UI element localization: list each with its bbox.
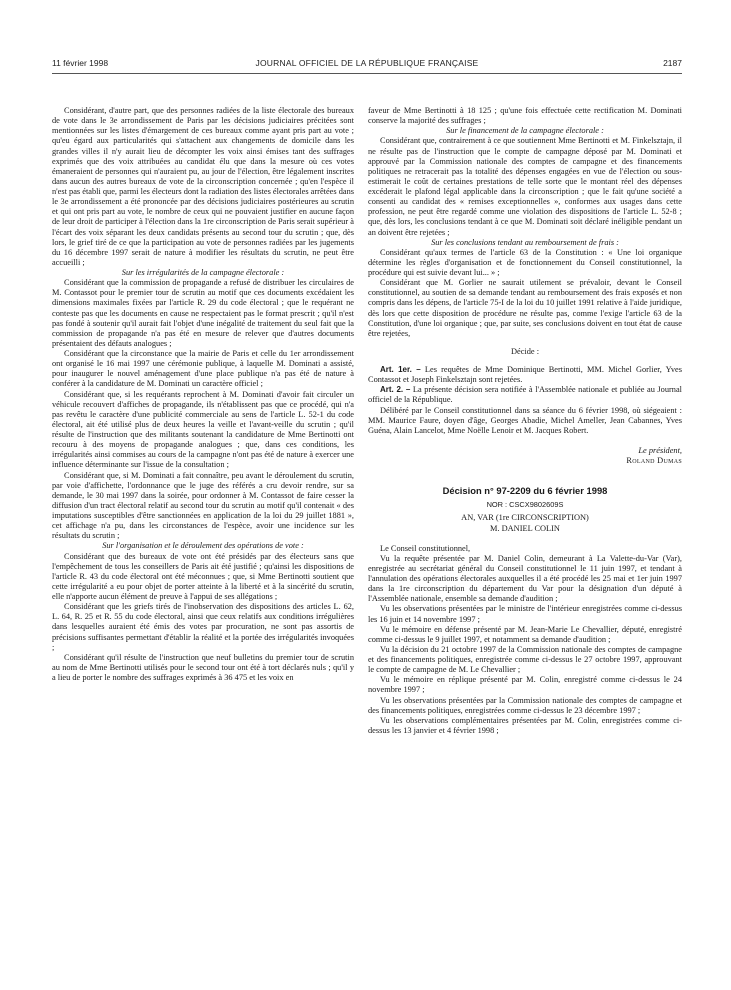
journal-title: JOURNAL OFFICIEL DE LA RÉPUBLIQUE FRANÇAISE: [255, 58, 479, 68]
paragraph: Vu le mémoire en défense présenté par M. Jean-Marie Le Chevallier, député, enregistré comme ci-dessus le 9 juillet 1997, et notamment sa demande d'audition ;: [368, 624, 682, 644]
paragraph: Vu les observations complémentaires présentées par M. Colin, enregistrées comme ci-dessus les 13 janvier et 4 février 1998 ;: [368, 715, 682, 735]
paragraph: faveur de Mme Bertinotti à 18 125 ; qu'une fois effectuée cette rectification M. Dominati conserve la majorité des suffrages ;: [368, 106, 682, 126]
page-header: [52, 58, 682, 72]
deliberation-paragraph: Délibéré par le Conseil constitutionnel dans sa séance du 6 février 1998, où siégeaient : MM. Maurice Faure, doyen d'âge, Georges Abadie, Michel Ameller, Jean Cabannes, Yves Guéna, Alain Lancelot, Mme Noëlle Lenoir et M. Jacques Robert.: [368, 405, 682, 435]
paragraph: Considérant que les griefs tirés de l'inobservation des dispositions des articles L. 62, L. 64, R. 25 et R. 55 du code électoral, ainsi que ceux relatifs aux conditions irrégulières dans lesquelles auraient été émis des votes par procuration, ne sont pas assortis de précisions suffisantes permettant d'établir la réalité et la portée des irrégularités invoquées ;: [52, 602, 354, 652]
article-2-label: Art. 2. –: [380, 385, 411, 395]
paragraph: Considérant que, si M. Dominati a fait connaître, peu avant le déroulement du scrutin, par voie d'affichette, l'ordonnance que le juge des référés a cru devoir rendre, sur sa demande, le 30 mai 1997 dans la soirée, pour ordonner à M. Contassot de faire cesser la diffusion d'un tract électoral relatif au second tour du scrutin au motif qu'il contenait « des imputations susceptibles d'être sanctionnées en application de la loi du 29 juillet 1881 », cet affichage n'a pu, dans les circonstances de l'espèce, avoir une incidence sur les résultats du scrutin ;: [52, 470, 354, 541]
signature-role: Le président,: [638, 445, 682, 455]
paragraph: Considérant que, contrairement à ce que soutiennent Mme Bertinotti et M. Finkelsztajn, il ne résulte pas de l'instruction que le compte de campagne déposé par M. Dominati et approuvé par la Commission nationale des comptes de campagne et des financements politiques ne retracerait pas la totalité des dépenses engagées en vue de l'élection ou sous-estimerait le coût de certaines prestations de telle sorte que le montant réel des dépenses excéderait le plafond légal applicable dans la circonscription ; que le fait qu'une société a consenti au candidat des « remises exceptionnelles », conformes aux usages dans cette profession, ne peut être regardé comme une violation des dispositions de l'article L. 52-8 ; que, dès lors, les conclusions tendant à ce que M. Dominati soit déclaré inéligible pendant un an doivent être rejetées ;: [368, 136, 682, 237]
paragraph: Considérant qu'il résulte de l'instruction que neuf bulletins du premier tour de scrutin au nom de Mme Bertinotti utilisés pour le second tour ont été à tort déclarés nuls ; qu'il y a lieu de porter le nombre des suffrages exprimés à 36 475 et les voix en: [52, 652, 354, 682]
article-1: [368, 365, 682, 385]
paragraph: Considérant que la commission de propagande a refusé de distribuer les circulaires de M. Contassot pour le premier tour de scrutin au motif que ces documents excédaient les dimensions maximales fixées par l'article R. 29 du code électoral ; que le requérant ne conteste pas que les documents en cause ne respectaient pas le format prescrit ; qu'il n'est pas fondé à soutenir qu'il aurait fait l'objet d'une inégalité de traitement du seul fait que la commission de propagande n'a pas été en mesure de relever que d'autres documents présentaient des défauts analogues ;: [52, 278, 354, 348]
paragraph: Vu la décision du 21 octobre 1997 de la Commission nationale des comptes de campagne et des financements politiques, enregistrée comme ci-dessus le 27 octobre 1997, approuvant le compte de campagne de M. Le Chevallier ;: [368, 644, 682, 675]
circonscription-line: AN, VAR (1re CIRCONSCRIPTION): [461, 513, 589, 523]
section-heading: Sur les irrégularités de la campagne électorale :: [121, 268, 285, 277]
petitioner-name: M. DANIEL COLIN: [490, 523, 560, 533]
issue-date: 11 février 1998: [52, 58, 109, 68]
paragraph: Considérant que, si les requérants reprochent à M. Dominati d'avoir fait circuler un véhicule recouvert d'affiches de propagande, ils n'établissent pas que ce procédé, qui n'a pas revêtu le caractère d'une publicité commerciale au sens de l'article L. 52-1 du code électoral, ait été utilisé plus de deux heures la veille et l'avant-veille du scrutin ; qu'il résulte de l'instruction que des militants soutenant la candidature de Mme Bertinotti ont recouru à des moyens de propagande analogues ; que, dans ces conditions, les irrégularités ainsi commises au cours de la campagne n'ont pas été de nature à exercer une influence déterminante sur l'issue de la consultation ;: [52, 389, 354, 470]
right-top-section: [368, 106, 682, 339]
paragraph: Considérant que la circonstance que la mairie de Paris et celle du 1er arrondissement ont organisé le 16 mai 1997 une cérémonie publique, à laquelle M. Dominati a assisté, pour inaugurer le nouvel aménagement d'une place publique n'a pas été de nature à conférer à la candidature de M. Dominati un caractère officiel ;: [52, 349, 354, 389]
signature-name: Roland Dumas: [626, 456, 682, 465]
article-2: [368, 385, 682, 405]
paragraph: Considérant, d'autre part, que des personnes radiées de la liste électorale des bureaux de vote dans le 3e arrondissement de Paris par les décisions judiciaires précitées sont mentionnées sur les listes d'émargement de ces bureaux comme ayant pris part au vote ; qu'eu égard aux particularités qui s'attachent aux changements de domicile dans les grandes villes il n'y aurait lieu de décompter les voix ainsi émises tant des suffrages exprimés que des voix attribuées au candidat élu que dans la mesure où ces votes émaneraient de personnes qui n'auraient pu, au jour de l'élection, être légalement inscrites dans aucun des autres bureaux de vote de la circonscription concernée ; qu'en l'espèce il n'est pas établi que, parmi les électeurs dont la radiation des listes électorales arrêtées dans le 3e arrondissement a été prononcée par des décisions judiciaires postérieures au scrutin et qui ont pris part au vote, le nombre de ceux qui ne pouvaient justifier en aucune façon de leur droit de participer à l'élection dans la 1re circonscription de Paris serait supérieur à l'écart des voix séparant les deux candidats présents au second tour du scrutin ; que, dès lors, le grief tiré de ce que la participation au vote de personnes radiées par les jugements du 16 décembre 1997 serait de nature à modifier les résultats du scrutin, ne peut être accueilli ;: [52, 106, 354, 267]
right-bottom-section: [368, 544, 682, 736]
page-number: 2187: [663, 58, 682, 68]
article-1-label: Art. 1er. –: [380, 365, 421, 374]
paragraph: Considérant que des bureaux de vote ont été présidés par des électeurs sans que l'empêchement de tous les conseillers de Paris ait été justifié ; qu'ainsi les dispositions de l'article R. 43 du code électoral ont été méconnues ; que, si Mme Bertinotti soutient que cette irrégularité a eu pour objet de porter atteinte à la liberté et à la sincérité du scrutin, elle n'apporte aucun élément de preuve à l'appui de ses allégations ;: [52, 551, 354, 601]
section-heading: Sur les conclusions tendant au remboursement de frais :: [431, 237, 619, 247]
paragraph: Considérant qu'aux termes de l'article 63 de la Constitution : « Une loi organique détermine les règles d'organisation et de fonctionnement du Conseil constitutionnel, la procédure qui est suivie devant lui... » ;: [368, 247, 682, 277]
paragraph: Vu le mémoire en réplique présenté par M. Colin, enregistré comme ci-dessus le 24 novembre 1997 ;: [368, 675, 682, 695]
article-2-text: La présente décision sera notifiée à l'Assemblée nationale et publiée au Journal officiel de la République.: [368, 385, 682, 405]
article-1-text: Les requêtes de Mme Dominique Bertinotti, MM. Michel Gorlier, Yves Contassot et Joseph Finkelsztajn sont rejetées.: [368, 365, 682, 385]
decision-title: Décision n° 97-2209 du 6 février 1998: [442, 485, 608, 497]
section-heading: Sur le financement de la campagne électorale :: [446, 126, 604, 136]
nor-reference: NOR : CSCX9802609S: [486, 500, 564, 510]
left-column: [52, 106, 354, 683]
paragraph: Vu la requête présentée par M. Daniel Colin, demeurant à La Valette-du-Var (Var), enregistrée au secrétariat général du Conseil constitutionnel le 11 juin 1997, et tendant à l'annulation des opérations électorales auxquelles il a été procédé les 25 mai et 1er juin 1997 dans la 1re circonscription du département du Var pour la désignation d'un député à l'Assemblée nationale, ensemble sa demande d'audition ;: [368, 553, 682, 604]
decide-heading: Décide :: [510, 346, 540, 356]
paragraph: Considérant que M. Gorlier ne saurait utilement se prévaloir, devant le Conseil constitutionnel, au soutien de sa demande tendant au remboursement des frais exposés et non compris dans les dépens, de l'article 75-I de la loi du 10 juillet 1991 relative à l'aide juridique, dès lors que cette disposition de procédure ne résulte pas, comme l'exige l'article 63 de la Constitution, d'une loi organique ; que, par suite, ses conclusions doivent en tout état de cause être rejetées,: [368, 278, 682, 338]
header-rule: [52, 73, 682, 74]
paragraph: Vu les observations présentées par le ministre de l'intérieur enregistrées comme ci-dessus les 16 juin et 14 novembre 1997 ;: [368, 604, 682, 624]
section-heading: Sur l'organisation et le déroulement des opérations de vote :: [102, 541, 304, 551]
paragraph: Le Conseil constitutionnel,: [380, 543, 471, 553]
paragraph: Vu les observations présentées par la Commission nationale des comptes de campagne et des financements politiques, enregistrées comme ci-dessus le 23 décembre 1997 ;: [368, 695, 682, 715]
right-column: [368, 106, 682, 736]
